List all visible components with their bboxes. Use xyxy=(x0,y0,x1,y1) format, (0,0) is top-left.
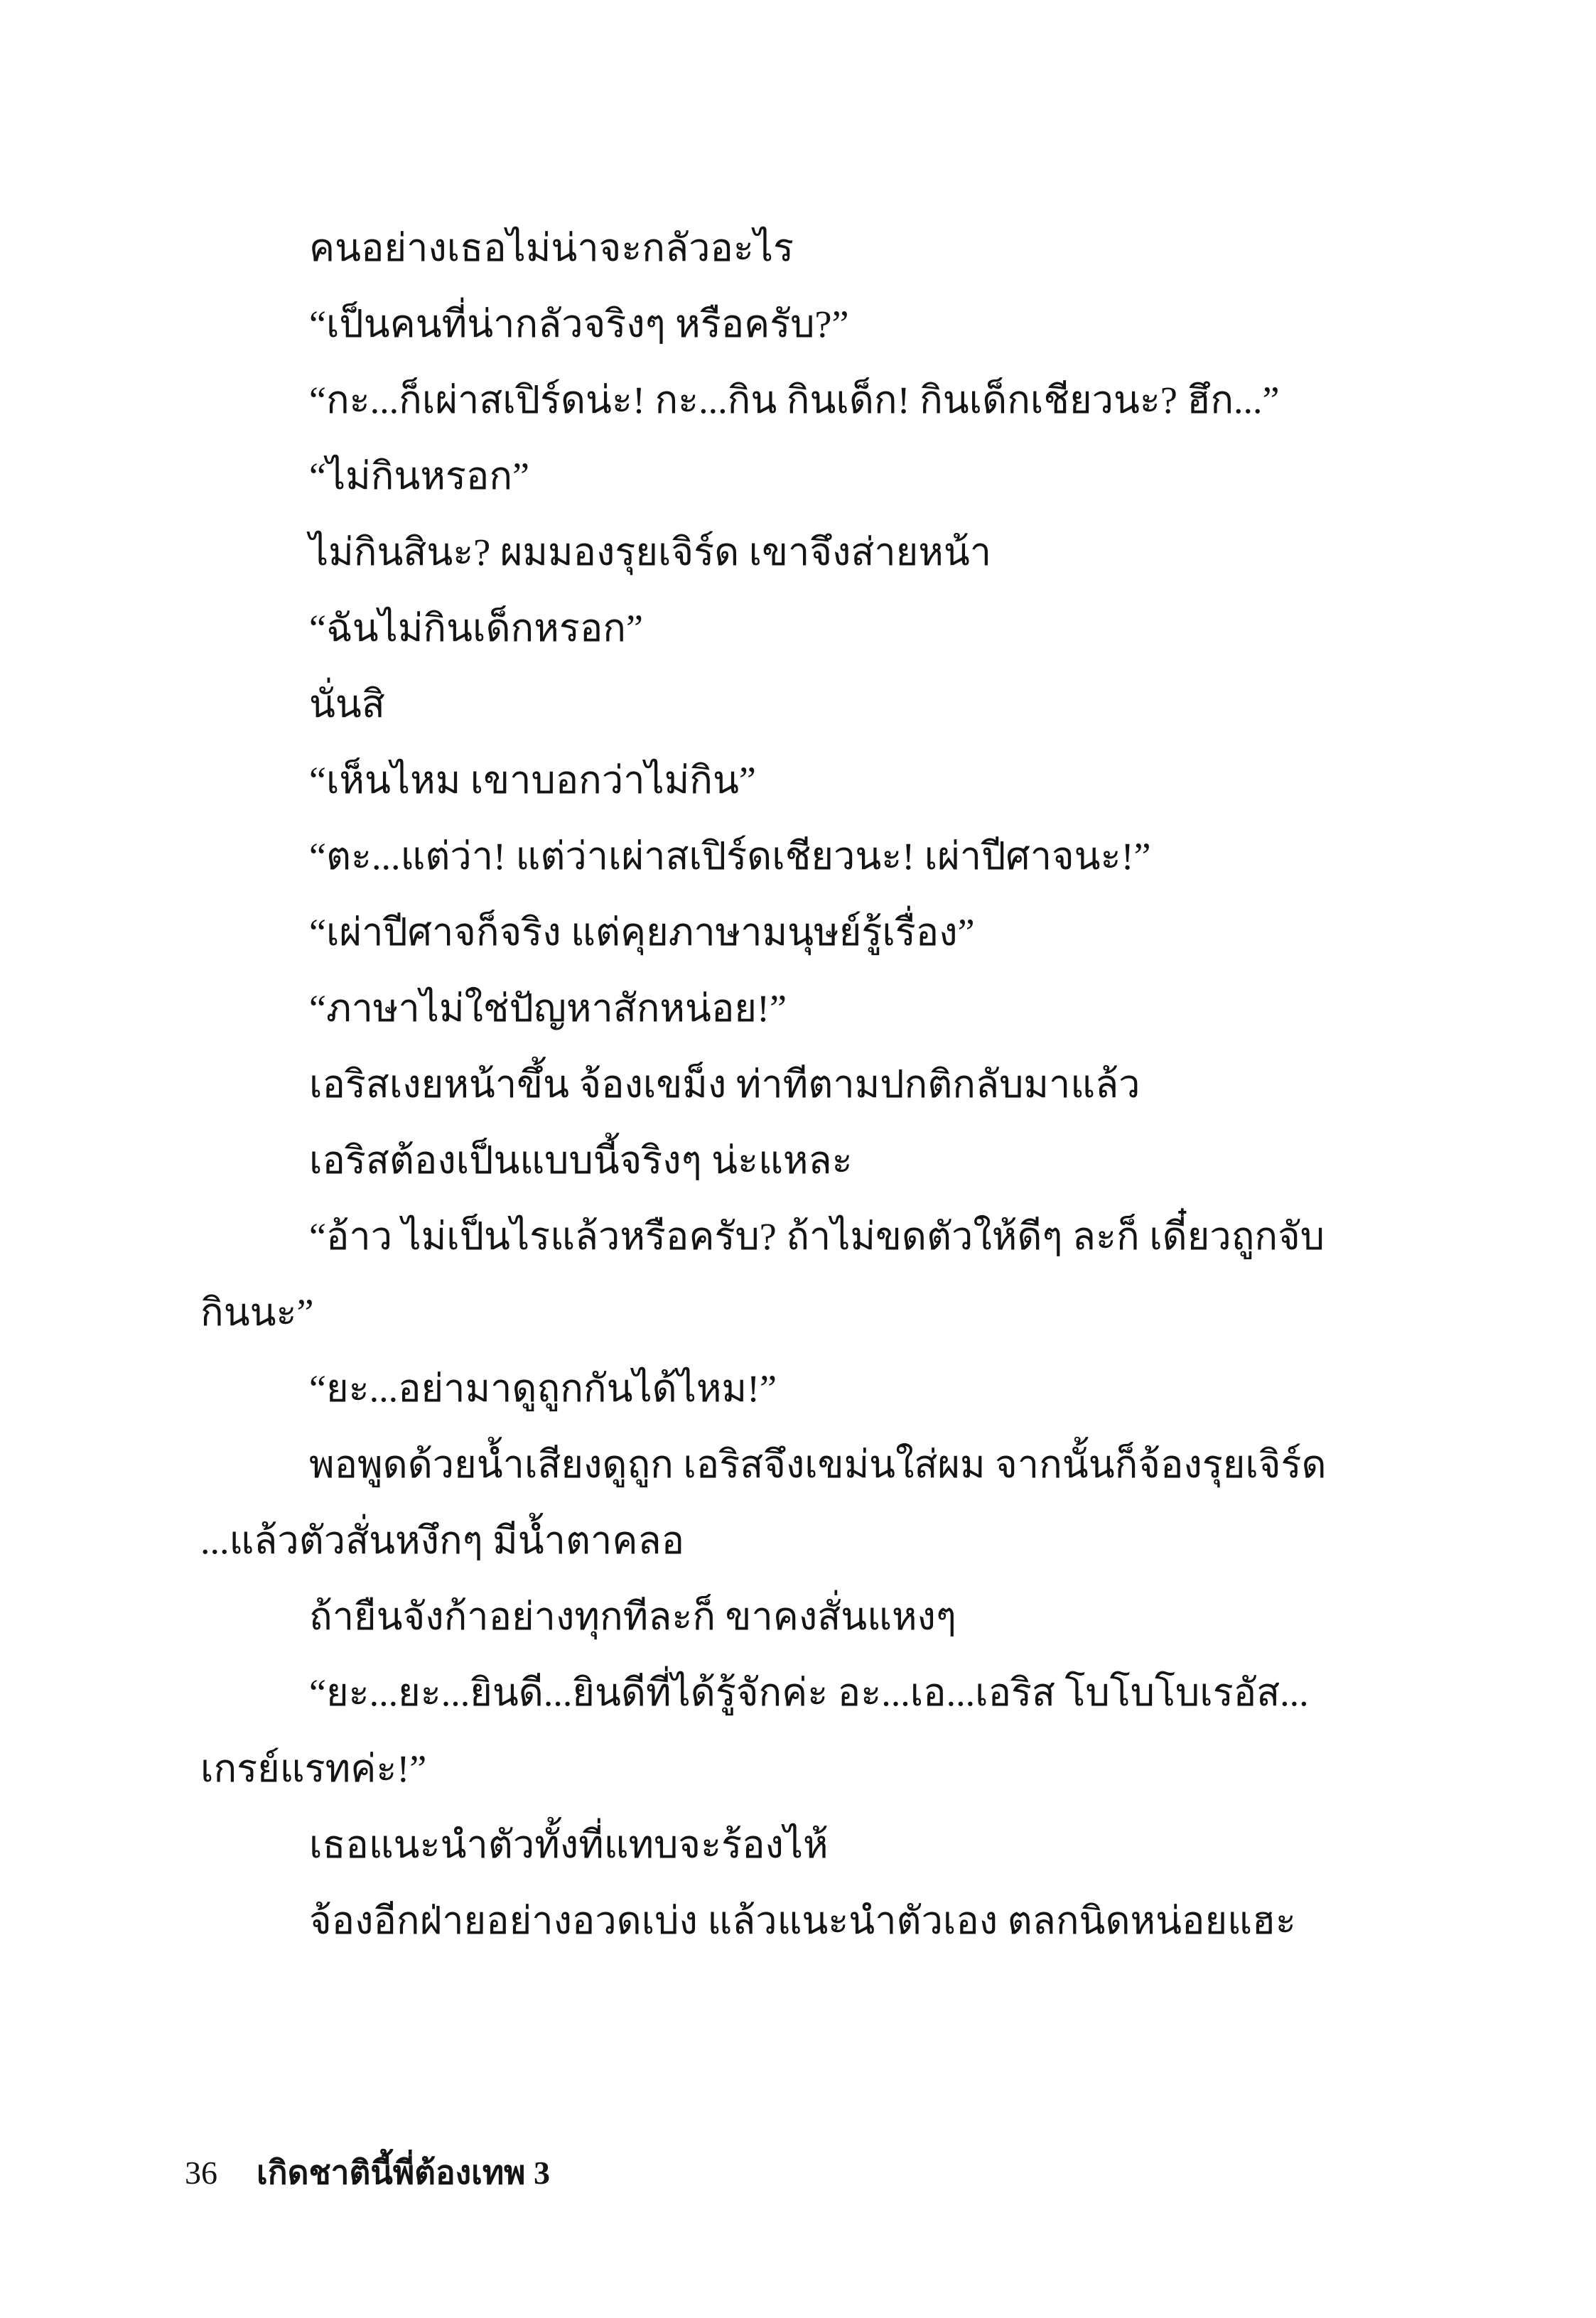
text-line: กินนะ” xyxy=(200,1291,314,1334)
text-line: “ยะ...ยะ...ยินดี...ยินดีที่ได้รู้จักค่ะ อะ...เอ...เอริส โบโบโบเรอัส... xyxy=(309,1671,1309,1714)
text-line: พอพูดด้วยน้ำเสียงดูถูก เอริสจึงเขม่นใส่ผม จากนั้นก็จ้องรุยเจิร์ด xyxy=(309,1443,1327,1486)
text-line: จ้องอีกฝ่ายอย่างอวดเบ่ง แล้วแนะนำตัวเอง ตลกนิดหน่อยแฮะ xyxy=(309,1899,1296,1942)
text-line: “ยะ...อย่ามาดูถูกกันได้ไหม!” xyxy=(309,1367,777,1410)
text-line: เกรย์แรทค่ะ!” xyxy=(200,1747,427,1790)
text-line: เอริสเงยหน้าขึ้น จ้องเขม็ง ท่าทีตามปกติกลับมาแล้ว xyxy=(309,1063,1141,1106)
text-line: เอริสต้องเป็นแบบนี้จริงๆ น่ะแหละ xyxy=(309,1139,853,1182)
body-text xyxy=(200,210,1401,1959)
text-line: “อ้าว ไม่เป็นไรแล้วหรือครับ? ถ้าไม่ขดตัวให้ดีๆ ละก็ เดี๋ยวถูกจับ xyxy=(309,1215,1325,1258)
text-line: “เผ่าปีศาจก็จริง แต่คุยภาษามนุษย์รู้เรื่อง” xyxy=(309,911,975,954)
text-line: ถ้ายืนจังก้าอย่างทุกทีละก็ ขาคงสั่นแหงๆ xyxy=(309,1595,956,1638)
page-footer xyxy=(185,2147,550,2199)
text-line: “ภาษาไม่ใช่ปัญหาสักหน่อย!” xyxy=(309,987,787,1030)
text-line: เธอแนะนำตัวทั้งที่แทบจะร้องไห้ xyxy=(309,1823,829,1866)
book-title: เกิดชาตินี้พี่ต้องเทพ 3 xyxy=(257,2155,550,2191)
text-line: “เป็นคนที่น่ากลัวจริงๆ หรือครับ?” xyxy=(309,303,849,345)
text-line: “ตะ...แต่ว่า! แต่ว่าเผ่าสเปิร์ดเชียวนะ! เผ่าปีศาจนะ!” xyxy=(309,835,1151,878)
text-line: “เห็นไหม เขาบอกว่าไม่กิน” xyxy=(309,759,756,802)
page-number: 36 xyxy=(185,2155,217,2191)
text-line: “ไม่กินหรอก” xyxy=(309,455,530,497)
text-line: นั่นสิ xyxy=(309,683,385,726)
text-line: ไม่กินสินะ? ผมมองรุยเจิร์ด เขาจึงส่ายหน้า xyxy=(309,531,992,573)
text-line: คนอย่างเธอไม่น่าจะกลัวอะไร xyxy=(309,227,794,269)
text-line: ...แล้วตัวสั่นหงึกๆ มีน้ำตาคลอ xyxy=(200,1519,685,1562)
text-line: “กะ...ก็เผ่าสเปิร์ดน่ะ! กะ...กิน กินเด็ก! กินเด็กเชียวนะ? ฮึก...” xyxy=(309,379,1280,421)
text-line: “ฉันไม่กินเด็กหรอก” xyxy=(309,607,643,649)
